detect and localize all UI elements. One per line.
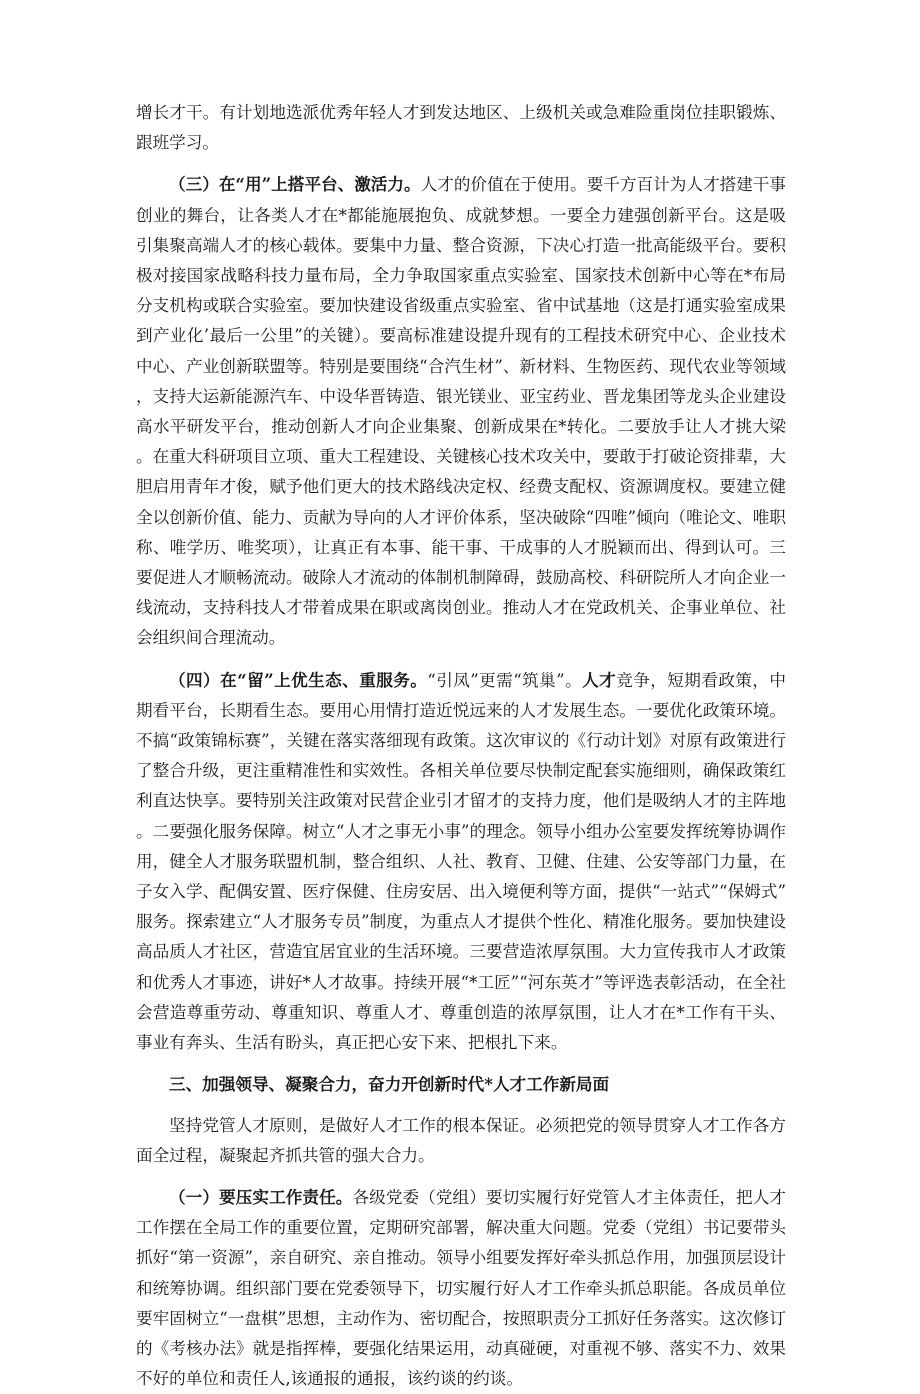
paragraph-4-heading: （四）在“留”上优生态、重服务。 <box>169 669 428 690</box>
section-3-title: 三、加强领导、凝聚合力，奋力开创新时代*人才工作新局面 <box>169 1074 610 1095</box>
paragraph-5-body: 各级党委（党组）要切实履行好党管人才主体责任，把人才工作摆在全局工作的重要位置，定期研究部署，解决重大问题。党委（党组）书记要带头抓好“第一资源”，亲自研究、亲自推动。领导小组要发挥好牵头抓总作用，加强顶层设计和统筹协调。组织部门要在党委领导下，切实履行好人才工作牵头抓总职能。各成员单位要牢固树立“一盘棋”思想，主动作为、密切配合，按照职责分工抓好任务落实。这次修订的《考核办法》就是指挥棒，要强化结果运用，动真碰硬，对重视不够、落实不力、效果不好的单位和责任人,该通报的通报，该约谈的约谈。 <box>136 1187 787 1389</box>
paragraph-5-heading: （一）要压实工作责任。 <box>169 1186 353 1207</box>
section-3-intro: 坚持党管人才原则，是做好人才工作的根本保证。必须把党的领导贯穿人才工作各方面全过程，凝聚起齐抓共管的强大合力。 <box>136 1115 786 1165</box>
document-page <box>136 98 786 1394</box>
paragraph-section-4 <box>136 665 786 1059</box>
paragraph-4-quote: “引凤”更需“筑巢”。 <box>427 670 583 690</box>
paragraph-4-body: 竞争，短期看政策，中期看平台，长期看生态。要用心用情打造近悦远来的人才发展生态。一要优化政策环境。不搞“政策锦标赛”，关键在落实落细现有政策。这次审议的《行动计划》对原有政策进行了整合升级，更注重精准性和实效性。各相关单位要尽快制定配套实施细则，确保政策红利直达快享。要特别关注政策对民营企业引才留才的支持力度，他们是吸纳人才的主阵地。二要强化服务保障。树立“人才之事无小事”的理念。领导小组办公室要发挥统筹协调作用，健全人才服务联盟机制，整合组织、人社、教育、卫健、住建、公安等部门力量，在子女入学、配偶安置、医疗保健、住房安居、出入境便利等方面，提供“一站式”“保姆式”服务。探索建立“人才服务专员”制度，为重点人才提供个性化、精准化服务。要加快建设高品质人才社区，营造宜居宜业的生活环境。三要营造浓厚氛围。大力宣传我市人才政策和优秀人才事迹，讲好*人才故事。持续开展“*工匠”“河东英才”等评选表彰活动，在全社会营造尊重劳动、尊重知识、尊重人才、尊重创造的浓厚氛围，让人才在*工作有干头、事业有奔头、生活有盼头，真正把心安下来、把根扎下来。 <box>136 670 787 1053</box>
paragraph-3-body: 人才的价值在于使用。要千方百计为人才搭建干事创业的舞台，让各类人才在*都能施展抱负、成就梦想。一要全力建强创新平台。这是吸引集聚高端人才的核心载体。要集中力量、整合资源，下决心打造一批高能级平台。要积极对接国家战略科技力量布局，全力争取国家重点实验室、国家技术创新中心等在*布局分支机构或联合实验室。要加快建设省级重点实验室、省中试基地（这是打通实验室成果到产业化’最后一公里”的关键）。要高标准建设提升现有的工程技术研究中心、企业技术中心、产业创新联盟等。特别是要围绕“合汽生材”、新材料、生物医药、现代农业等领域，支持大运新能源汽车、中设华晋铸造、银光镁业、亚宝药业、晋龙集团等龙头企业建设高水平研发平台，推动创新人才向企业集聚、创新成果在*转化。二要放手让人才挑大梁。在重大科研项目立项、重大工程建设、关键核心技术攻关中，要敢于打破论资排辈，大胆启用青年才俊，赋予他们更大的技术路线决定权、经费支配权、资源调度权。要建立健全以创新价值、能力、贡献为导向的人才评价体系，坚决破除“四唯”倾向（唯论文、唯职称、唯学历、唯奖项），让真正有本事、能干事、干成事的人才脱颖而出、得到认可。三要促进人才顺畅流动。破除人才流动的体制机制障碍，鼓励高校、科研院所人才向企业一线流动，支持科技人才带着成果在职或离岗创业。推动人才在党政机关、企事业单位、社会组织间合理流动。 <box>136 175 787 648</box>
paragraph-intro: 增长才干。有计划地选派优秀年轻人才到发达地区、上级机关或急难险重岗位挂职锻炼、跟班学习。 <box>136 103 786 153</box>
paragraph-section-3 <box>136 169 786 653</box>
paragraph-4-bold-word: 人才 <box>582 669 617 690</box>
paragraph-responsibility <box>136 1182 786 1394</box>
paragraph-3-heading: （三）在“用”上搭平台、激活力。 <box>169 174 421 195</box>
